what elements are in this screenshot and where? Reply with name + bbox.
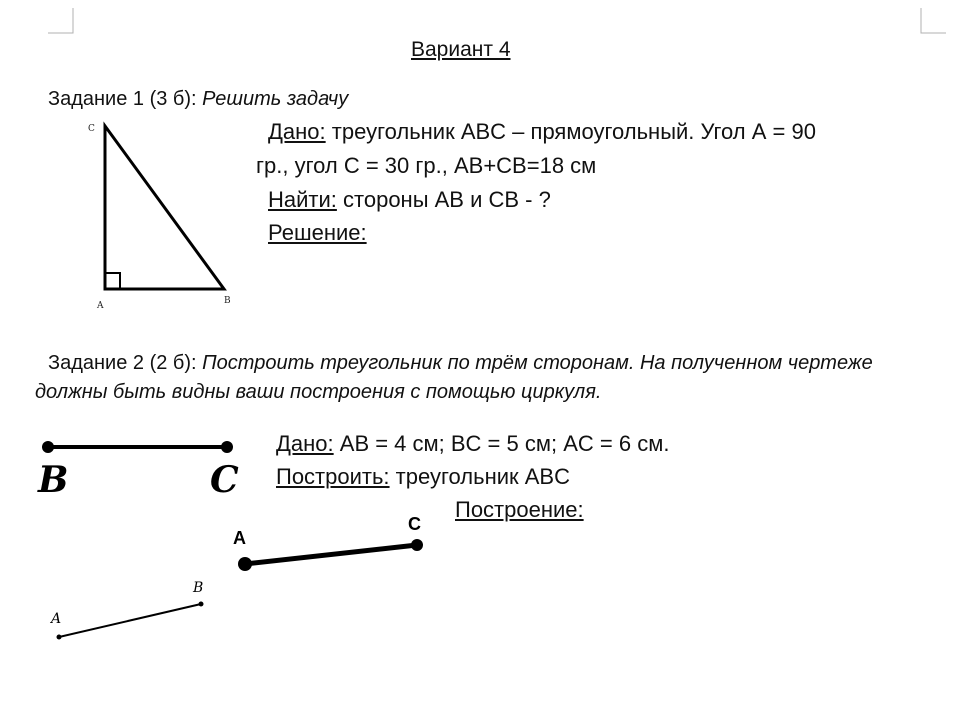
task2-instruction-line2: должны быть видны ваши построения с помощью циркуля. (35, 381, 602, 403)
segment-ab-line (59, 604, 201, 637)
segment-ab-endpoint-a (57, 635, 62, 640)
segment-bc-label-b: B (38, 459, 69, 501)
task2-construction-label: Построение: (455, 497, 584, 522)
task2-construct-label: Построить: (276, 464, 390, 489)
task1-given-label: Дано: (268, 119, 326, 144)
segment-ab-endpoint-b (199, 602, 204, 607)
task1-find-label: Найти: (268, 187, 337, 212)
task1-solution-label: Решение: (268, 220, 367, 245)
segment-ab-label-a: A (51, 611, 62, 627)
task2-instruction-line1: Построить треугольник по трём сторонам. На полученном чертеже (202, 352, 873, 374)
segment-bc-label-c: C (210, 459, 239, 501)
segment-ac-endpoint-c (411, 539, 423, 551)
task1-given-text: треугольник ABC – прямоугольный. Угол А = 90 (331, 119, 816, 144)
segment-ac-label-c: C (408, 514, 421, 534)
task1-instruction: Решить задачу (202, 88, 349, 110)
task2-heading: Задание 2 (2 б): (48, 352, 197, 374)
task1-heading: Задание 1 (3 б): (48, 88, 197, 110)
task2-construct-text: треугольник ABC (395, 464, 570, 489)
page-title: Вариант 4 (411, 38, 511, 61)
task2-given-text: AB = 4 см; BC = 5 см; AC = 6 см. (339, 431, 670, 456)
segment-bc-endpoint-c (221, 441, 233, 453)
segment-bc-endpoint-b (42, 441, 54, 453)
triangle-vertex-a: A (97, 301, 104, 311)
segment-ac-label-a: A (233, 528, 246, 548)
triangle-vertex-b: B (224, 296, 231, 306)
triangle-vertex-c: C (88, 124, 95, 134)
task1-given-line2: гр., угол С = 30 гр., AB+CB=18 см (256, 153, 597, 178)
task2-given-label: Дано: (276, 431, 334, 456)
task1-find-text: стороны AB и CB - ? (343, 187, 551, 212)
segment-ac-line (245, 545, 417, 564)
segment-ab-label-b: B (193, 580, 204, 596)
segment-ac-endpoint-a (238, 557, 252, 571)
